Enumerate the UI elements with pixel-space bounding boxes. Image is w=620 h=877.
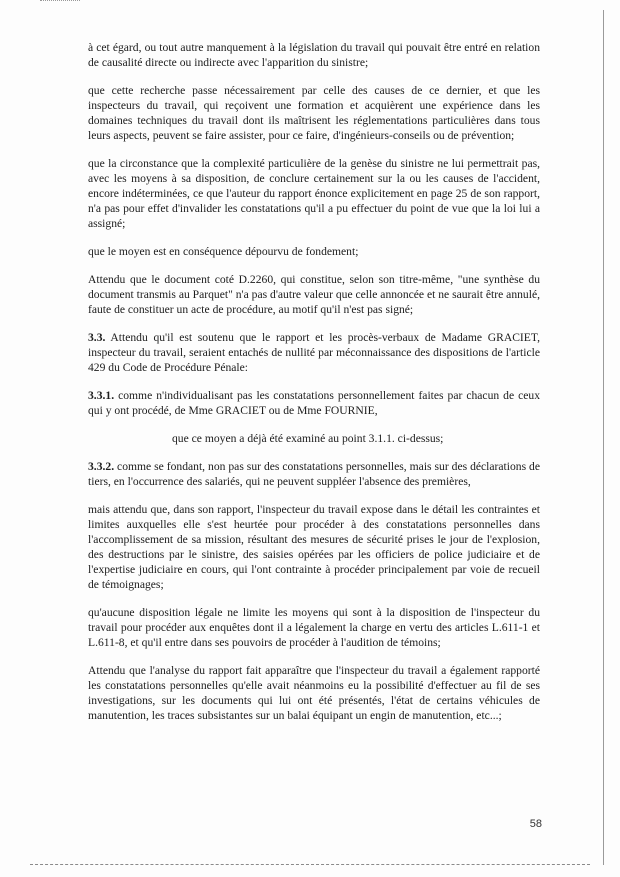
paragraph: Attendu que l'analyse du rapport fait apparaître que l'inspecteur du travail a également rapporté les constatations personnelles qu'elle avait néanmoins eu la possibilité d'effectuer au fil de ses investigations, sur les documents qui lui ont été présentés, l'état de certains véhicules de manutention, les traces subsistantes sur un balai équipant un engin de manutention, etc...; xyxy=(88,664,540,722)
paragraph: que cette recherche passe nécessairement par celle des causes de ce dernier, et que les inspecteurs du travail, qui reçoivent une formation et acquièrent une expérience dans les domaines techniques du travail dont ils maîtrisent les réglementations particulières dans tous leurs aspects, peuvent se faire assister, pour ce faire, d'ingénieurs-conseils ou de prévention; xyxy=(88,84,540,142)
section-3-3 xyxy=(88,330,540,375)
paragraph: à cet égard, ou tout autre manquement à la législation du travail qui pouvait être entré en relation de causalité directe ou indirecte avec l'apparition du sinistre; xyxy=(88,41,540,69)
paragraph: que le moyen est en conséquence dépourvu de fondement; xyxy=(88,245,359,258)
section-3-3-2 xyxy=(88,459,540,489)
scan-bottom-line xyxy=(30,864,590,865)
scan-edge-line xyxy=(603,10,604,865)
scan-mark xyxy=(40,0,80,4)
paragraph: mais attendu que, dans son rapport, l'inspecteur du travail expose dans le détail les contraintes et limites auxquelles elle s'est heurtée pour procéder à des constatations personnelles dans l'accomplissement de sa mission, résultant des mesures de sécurité prises le jour de l'explosion, des destructions par le sinistre, des saisies opérées par les officiers de police judiciaire et de l'expertise judiciaire en cours, qui l'ont contrainte à procéder principalement par voie de recueil de témoignages; xyxy=(88,503,540,591)
section-number: 3.3.2. xyxy=(88,460,115,473)
section-text: comme n'individualisant pas les constatations personnellement faites par chacun de ceux qui y ont procédé, de Mme GRACIET ou de Mme FOURNIE, xyxy=(88,389,540,417)
section-number: 3.3.1. xyxy=(88,389,115,402)
paragraph: que la circonstance que la complexité particulière de la genèse du sinistre ne lui permettrait pas, avec les moyens à sa disposition, de conclure certainement sur la ou les causes de l'accident, encore indéterminées, ce que l'auteur du rapport énonce explicitement en page 25 de son rapport, n'a pas pour effet d'invalider les constatations qu'il a pu effectuer du point de vue que la loi lui a assigné; xyxy=(88,157,540,230)
page-body xyxy=(88,40,540,736)
section-text: comme se fondant, non pas sur des constatations personnelles, mais sur des déclarations de tiers, en l'occurrence des salariés, qui ne peuvent suppléer l'absence des premières, xyxy=(88,460,540,488)
section-number: 3.3. xyxy=(88,331,106,344)
page-number: 58 xyxy=(529,818,542,830)
paragraph: Attendu que le document coté D.2260, qui constitue, selon son titre-même, "une synthèse du document transmis au Parquet" n'a pas d'autre valeur que celle annoncée et ne saurait être annulé, faute de constituer un acte de procédure, au motif qu'il n'est pas signé; xyxy=(88,273,540,316)
section-reply: que ce moyen a déjà été examiné au point 3.1.1. ci-dessus; xyxy=(172,432,444,445)
paragraph: qu'aucune disposition légale ne limite les moyens qui sont à la disposition de l'inspecteur du travail pour procéder aux enquêtes dont il a légalement la charge en vertu des articles L.611-1 et L.611-8, et qu'il entre dans ses pouvoirs de procéder à l'audition de témoins; xyxy=(88,606,540,649)
section-text: Attendu qu'il est soutenu que le rapport et les procès-verbaux de Madame GRACIET, inspecteur du travail, seraient entachés de nullité par méconnaissance des dispositions de l'article 429 du Code de Procédure Pénale: xyxy=(88,331,540,374)
section-3-3-1 xyxy=(88,388,540,418)
